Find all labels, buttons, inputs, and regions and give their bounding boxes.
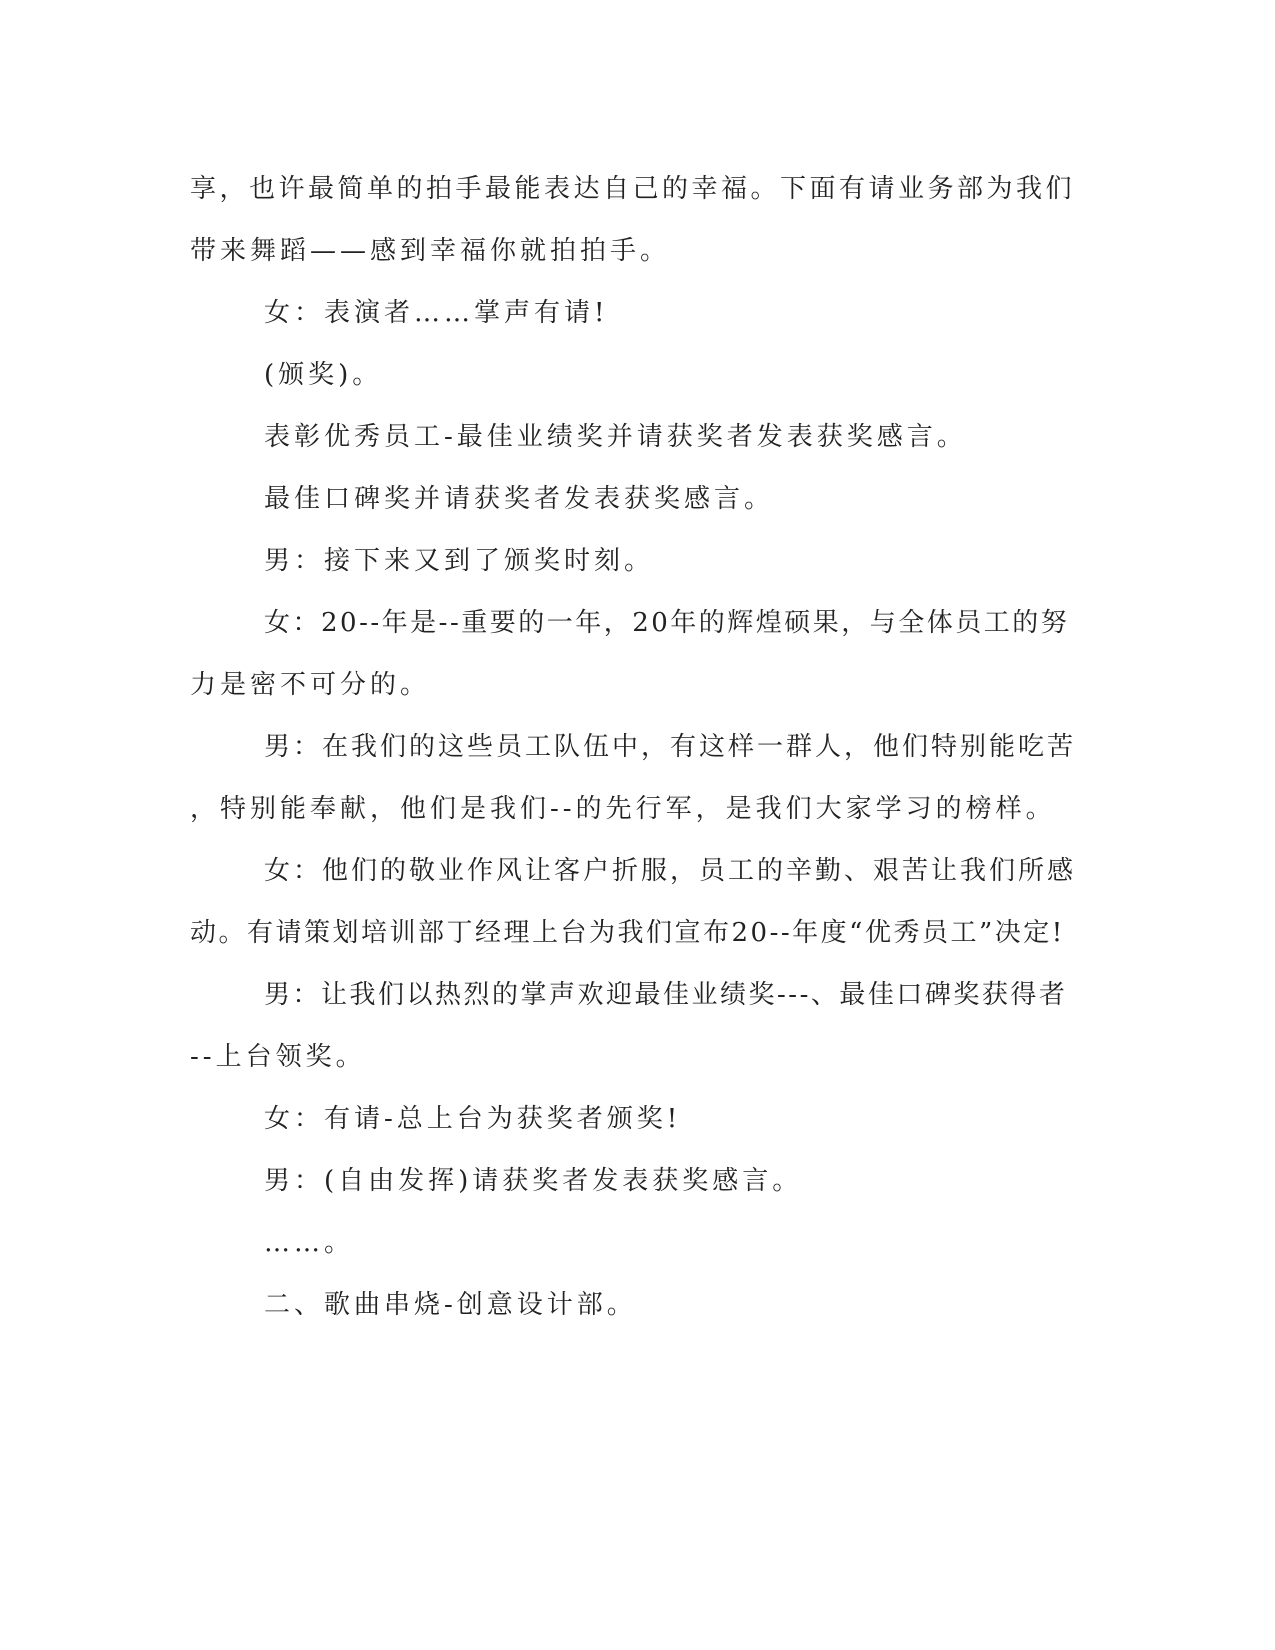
text-line-17: 男：(自由发挥)请获奖者发表获奖感言。 bbox=[264, 1166, 803, 1196]
text-line-2: 带来舞蹈——感到幸福你就拍拍手。 bbox=[190, 236, 671, 266]
text-line-5: 表彰优秀员工-最佳业绩奖并请获奖者发表获奖感言。 bbox=[264, 422, 967, 452]
text-line-1: 享，也许最简单的拍手最能表达自己的幸福。下面有请业务部为我们 bbox=[190, 174, 1076, 204]
text-line-8: 女：20--年是--重要的一年，20年的辉煌硕果，与全体员工的努 bbox=[264, 608, 1070, 638]
text-line-6: 最佳口碑奖并请获奖者发表获奖感言。 bbox=[264, 484, 775, 514]
text-line-4: (颁奖)。 bbox=[264, 360, 383, 390]
text-line-19: 二、歌曲串烧-创意设计部。 bbox=[264, 1290, 637, 1320]
text-line-11: ，特别能奉献，他们是我们--的先行军，是我们大家学习的榜样。 bbox=[190, 794, 1056, 824]
text-line-10: 男：在我们的这些员工队伍中，有这样一群人，他们特别能吃苦 bbox=[264, 732, 1077, 762]
text-line-15: --上台领奖。 bbox=[190, 1042, 366, 1072]
text-line-16: 女：有请-总上台为获奖者颁奖! bbox=[264, 1104, 682, 1134]
text-line-13: 动。有请策划培训部丁经理上台为我们宣布20--年度“优秀员工”决定! bbox=[190, 918, 1065, 948]
text-line-7: 男：接下来又到了颁奖时刻。 bbox=[264, 546, 655, 576]
text-line-14: 男：让我们以热烈的掌声欢迎最佳业绩奖---、最佳口碑奖获得者 bbox=[264, 980, 1068, 1010]
text-line-3: 女：表演者……掌声有请! bbox=[264, 298, 609, 328]
text-line-12: 女：他们的敬业作风让客户折服，员工的辛勤、艰苦让我们所感 bbox=[264, 856, 1077, 886]
document-body bbox=[190, 158, 1080, 1336]
text-line-9: 力是密不可分的。 bbox=[190, 670, 431, 700]
text-line-18: ……。 bbox=[264, 1228, 355, 1258]
